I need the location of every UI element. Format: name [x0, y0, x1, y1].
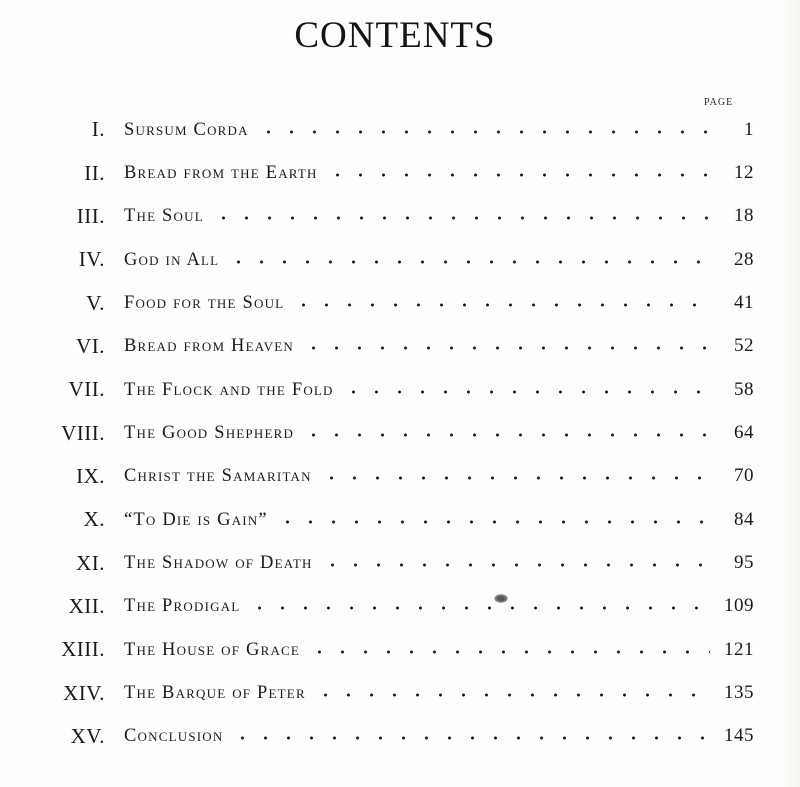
page-number: 109 — [724, 595, 754, 617]
page-number: 95 — [734, 552, 754, 574]
chapter-title: The Shadow of Death — [124, 553, 313, 574]
toc-entry — [0, 498, 800, 541]
dot-leader — [257, 127, 710, 137]
chapter-title: The Soul — [124, 206, 204, 227]
page-number: 145 — [724, 725, 754, 747]
toc-entry — [0, 715, 800, 758]
page-number: 41 — [734, 292, 754, 314]
page-number: 70 — [734, 465, 754, 487]
toc-entry — [0, 368, 800, 411]
page-title: CONTENTS — [294, 15, 496, 56]
dot-leader — [302, 343, 710, 353]
toc-entry — [0, 411, 800, 454]
dot-leader — [292, 300, 710, 310]
page-number: 52 — [734, 335, 754, 357]
chapter-title: Food for the Soul — [124, 293, 285, 314]
page-edge-shading — [780, 0, 800, 787]
chapter-numeral: VI. — [76, 333, 105, 358]
dot-leader — [212, 213, 710, 223]
dot-leader — [320, 473, 710, 483]
dot-leader — [276, 517, 710, 527]
chapter-numeral: XI. — [76, 550, 105, 575]
toc-entry — [0, 585, 800, 628]
dot-leader — [231, 733, 710, 743]
page-number: 28 — [734, 248, 754, 270]
dot-leader — [326, 170, 710, 180]
chapter-numeral: III. — [76, 203, 105, 228]
toc-entry — [0, 628, 800, 671]
dot-leader — [308, 647, 710, 657]
dot-leader — [342, 387, 710, 397]
page-number: 58 — [734, 378, 754, 400]
chapter-numeral: XIII. — [61, 637, 105, 662]
page-number: 135 — [724, 682, 754, 704]
dot-leader — [302, 430, 710, 440]
toc-entry — [0, 281, 800, 324]
toc-entry — [0, 541, 800, 584]
chapter-numeral: XII. — [68, 593, 105, 618]
page-number: 1 — [744, 118, 754, 140]
chapter-title: Sursum Corda — [124, 119, 249, 140]
chapter-title: The House of Grace — [124, 639, 301, 660]
dot-leader — [314, 690, 710, 700]
chapter-title: The Good Shepherd — [124, 423, 295, 444]
chapter-title: The Flock and the Fold — [124, 379, 334, 400]
toc-entry — [0, 108, 800, 151]
dot-leader — [227, 257, 710, 267]
page-number: 12 — [734, 162, 754, 184]
chapter-title: The Prodigal — [124, 596, 241, 617]
chapter-numeral: IX. — [76, 463, 105, 488]
chapter-title: Bread from Heaven — [124, 336, 294, 357]
chapter-numeral: X. — [83, 507, 105, 532]
chapter-numeral: XIV. — [63, 680, 105, 705]
chapter-numeral: XV. — [70, 723, 105, 748]
chapter-title: The Barque of Peter — [124, 683, 306, 704]
table-of-contents — [0, 108, 800, 758]
chapter-numeral: V. — [86, 290, 105, 315]
toc-entry — [0, 238, 800, 281]
page-column-label: PAGE — [704, 97, 734, 108]
chapter-numeral: I. — [91, 117, 105, 142]
chapter-numeral: VII. — [68, 377, 105, 402]
chapter-title: Conclusion — [124, 726, 224, 747]
chapter-title: Bread from the Earth — [124, 163, 318, 184]
toc-entry — [0, 455, 800, 498]
chapter-title: Christ the Samaritan — [124, 466, 312, 487]
page-number: 84 — [734, 508, 754, 530]
page-number: 64 — [734, 422, 754, 444]
dot-leader — [248, 603, 710, 613]
chapter-numeral: VIII. — [61, 420, 105, 445]
chapter-numeral: II. — [84, 160, 105, 185]
ink-smudge — [494, 594, 508, 603]
chapter-title: God in All — [124, 249, 220, 270]
toc-entry — [0, 671, 800, 714]
page-number: 18 — [734, 205, 754, 227]
page-number: 121 — [724, 638, 754, 660]
chapter-numeral: IV. — [78, 247, 105, 272]
toc-entry — [0, 195, 800, 238]
dot-leader — [321, 560, 710, 570]
chapter-title: “To Die is Gain” — [124, 509, 268, 530]
toc-entry — [0, 151, 800, 194]
toc-entry — [0, 325, 800, 368]
